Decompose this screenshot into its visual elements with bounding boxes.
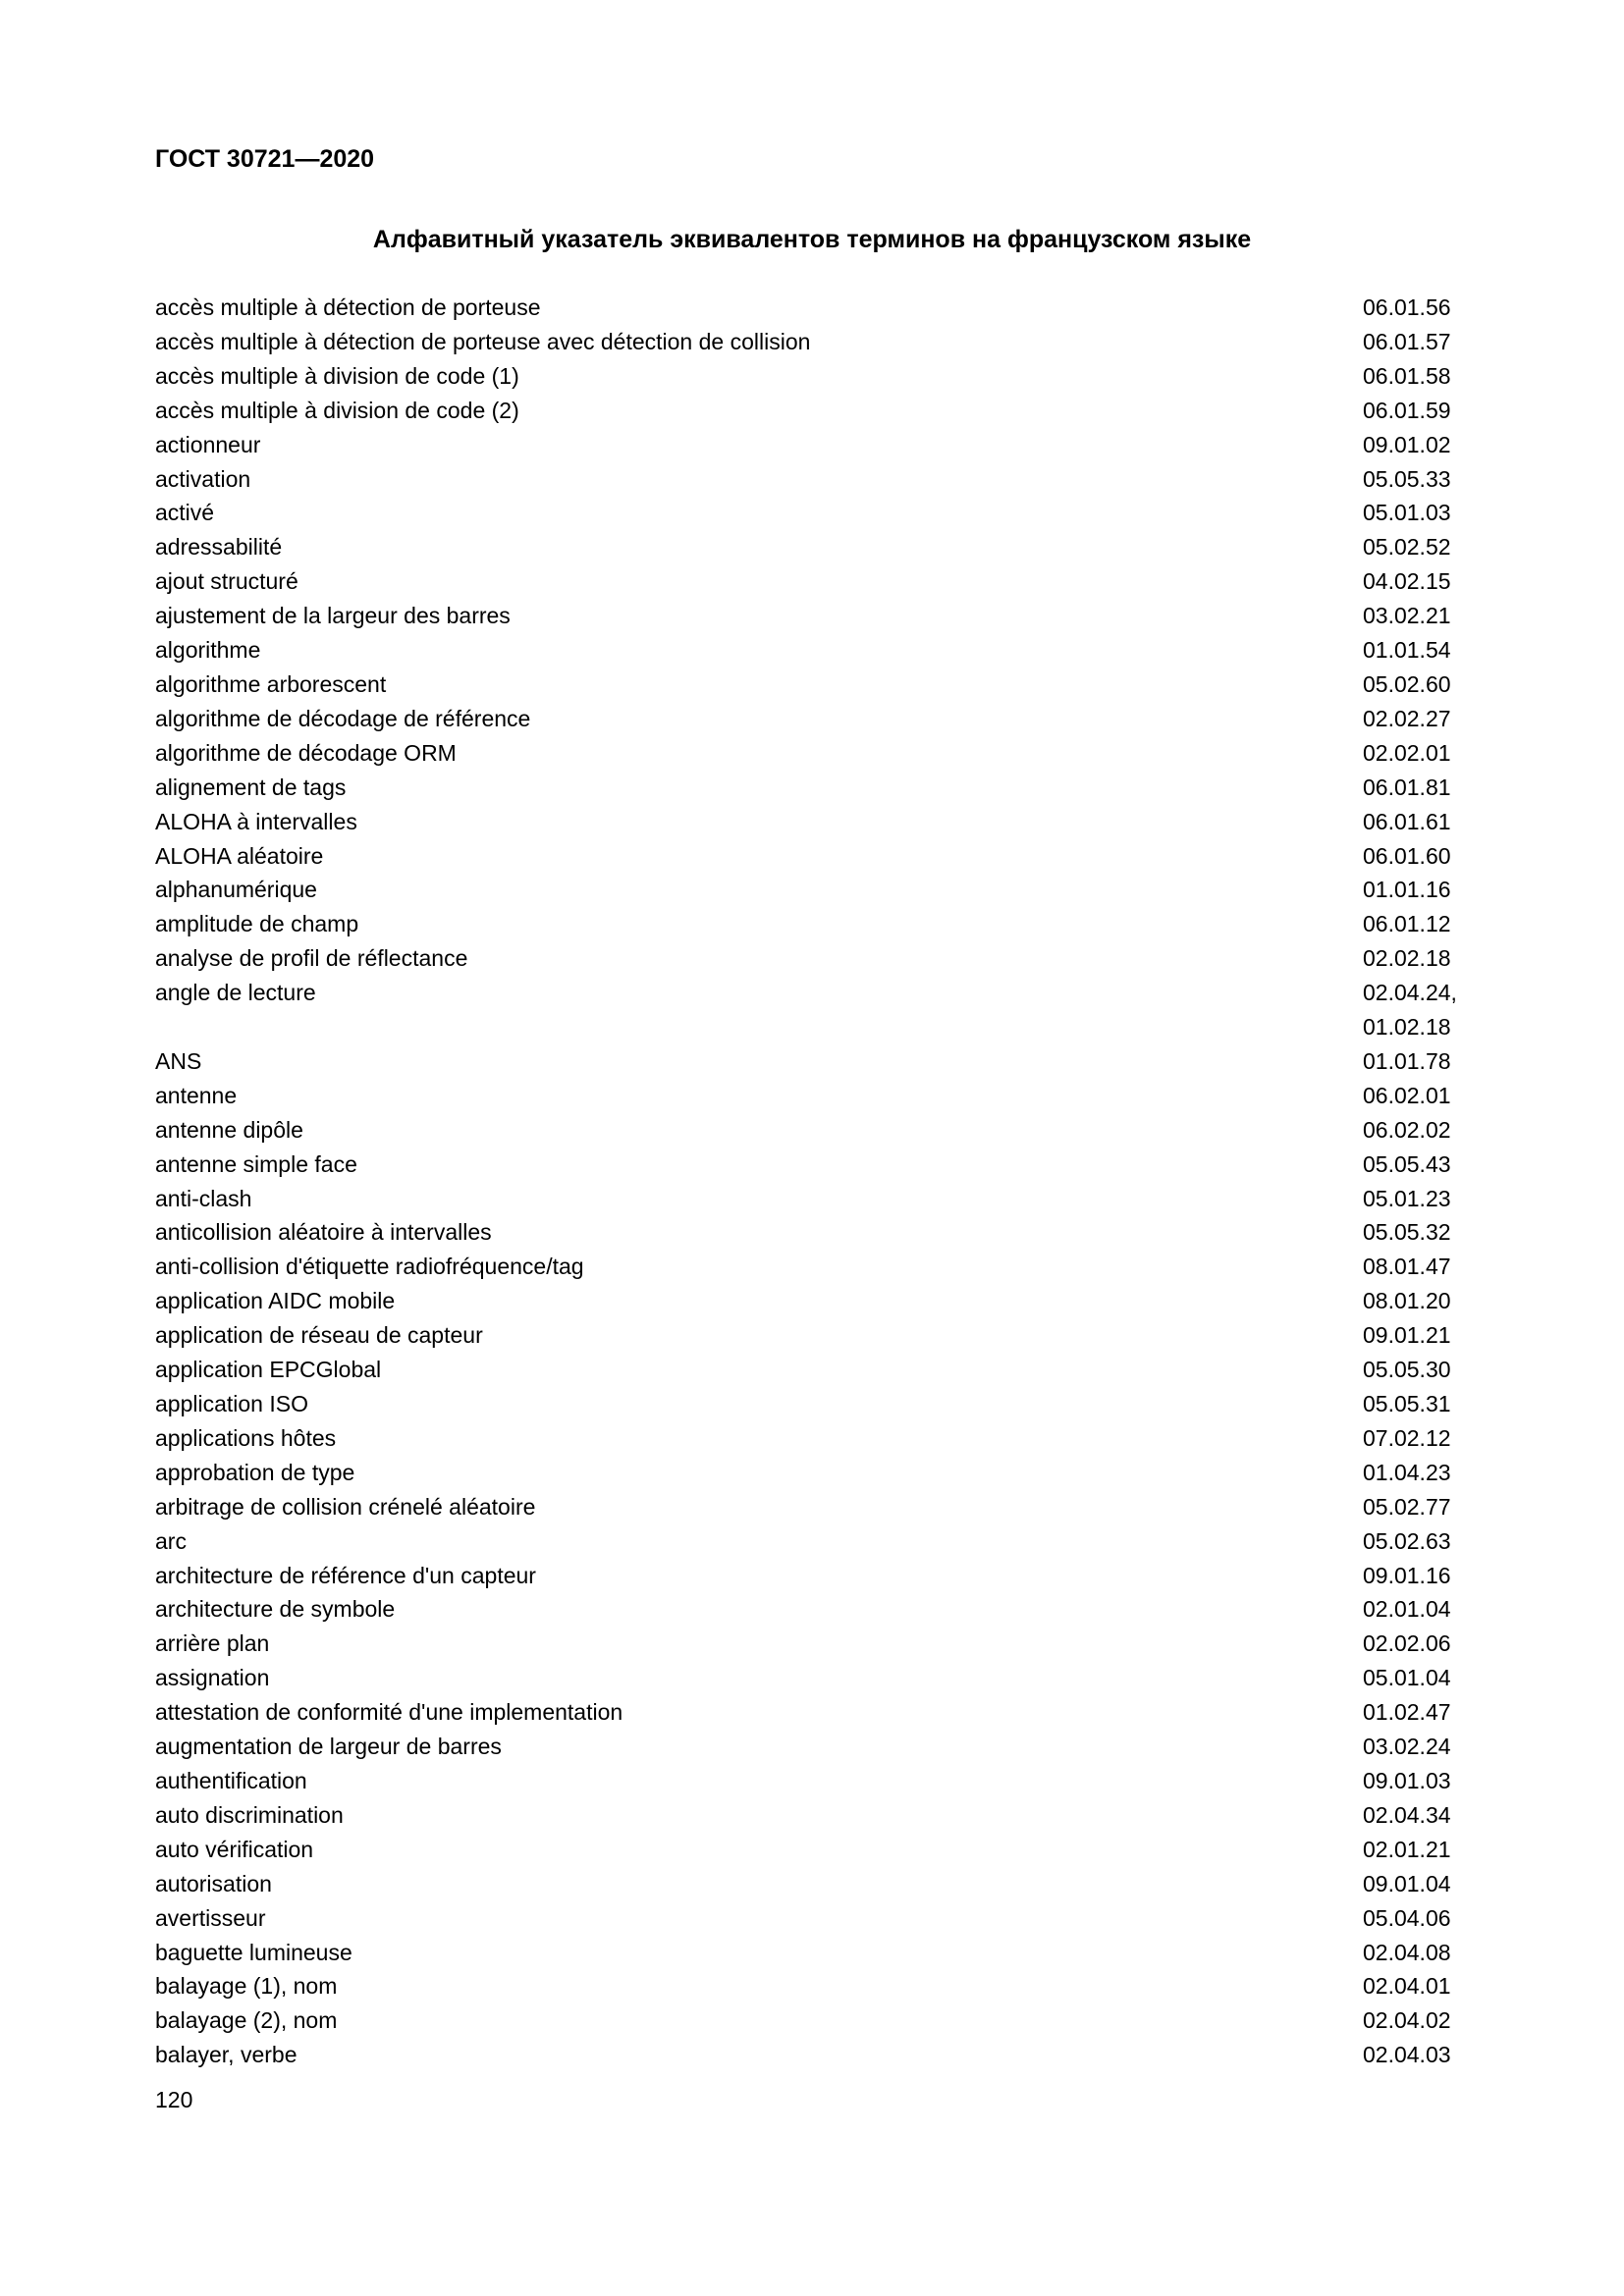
index-term: avertisseur	[155, 1904, 266, 1931]
index-entry	[155, 1182, 1471, 1216]
index-term: architecture de référence d'un capteur	[155, 1562, 536, 1588]
index-refs	[1363, 359, 1471, 394]
index-entry	[155, 1798, 1471, 1833]
index-ref-number: 09.01.03	[1363, 1767, 1451, 1793]
index-ref-number: 06.01.59	[1363, 397, 1451, 423]
index-term: balayage (1), nom	[155, 1973, 338, 2000]
index-entry	[155, 1867, 1471, 1901]
index-entry	[155, 530, 1471, 564]
index-entry	[155, 325, 1471, 359]
index-refs	[1363, 667, 1471, 702]
index-ref-number: 02.04.08	[1363, 1939, 1451, 1965]
index-ref-number: 02.04.03	[1363, 2042, 1451, 2068]
index-term: arbitrage de collision crénelé aléatoire	[155, 1493, 536, 1520]
index-entry	[155, 1936, 1471, 1970]
index-ref-number: 05.02.63	[1363, 1527, 1451, 1554]
index-entry	[155, 1456, 1471, 1490]
index-term: arc	[155, 1527, 187, 1554]
index-ref-number: 06.01.60	[1363, 842, 1451, 869]
index-refs	[1363, 1901, 1471, 1936]
index-entry	[155, 873, 1471, 907]
index-refs	[1363, 1113, 1471, 1148]
index-term: analyse de profil de réflectance	[155, 945, 468, 972]
index-entry	[155, 1901, 1471, 1936]
index-entry	[155, 736, 1471, 771]
index-ref-number: 02.02.18	[1363, 945, 1451, 972]
index-ref-number: 05.01.03	[1363, 500, 1451, 526]
index-entry	[155, 1148, 1471, 1182]
index-entry	[155, 394, 1471, 428]
index-entry	[155, 291, 1471, 325]
index-entry	[155, 633, 1471, 667]
index-refs	[1363, 530, 1471, 564]
index-term: applications hôtes	[155, 1424, 337, 1451]
index-term: angle de lecture	[155, 980, 316, 1006]
index-refs	[1363, 1490, 1471, 1524]
index-refs	[1363, 1559, 1471, 1593]
index-entry	[155, 839, 1471, 874]
index-entry	[155, 1524, 1471, 1559]
index-term: ALOHA aléatoire	[155, 842, 324, 869]
index-entry	[155, 1661, 1471, 1695]
index-entry	[155, 941, 1471, 976]
index-entry	[155, 1318, 1471, 1353]
index-refs	[1363, 1353, 1471, 1387]
index-refs	[1363, 462, 1471, 497]
index-term: antenne dipôle	[155, 1116, 303, 1143]
index-refs	[1363, 1250, 1471, 1284]
index-ref-number: 01.02.47	[1363, 1699, 1451, 1726]
index-term: antenne	[155, 1082, 238, 1108]
index-refs	[1363, 1936, 1471, 1970]
index-ref-number: 02.04.02	[1363, 2007, 1451, 2034]
index-ref-number: 01.04.23	[1363, 1459, 1451, 1485]
index-term: application EPCGlobal	[155, 1357, 382, 1383]
index-term: anti-clash	[155, 1185, 252, 1211]
index-ref-number: 02.04.01	[1363, 1973, 1451, 2000]
index-term: anti-collision d'étiquette radiofréquence/tag	[155, 1254, 584, 1280]
index-entry	[155, 1730, 1471, 1764]
index-term: accès multiple à division de code (2)	[155, 397, 519, 423]
index-ref-number: 02.04.34	[1363, 1801, 1451, 1828]
section-title: Алфавитный указатель эквивалентов терминов на французском языке	[372, 226, 1252, 253]
index-term: anticollision aléatoire à intervalles	[155, 1219, 492, 1246]
index-entry	[155, 1353, 1471, 1387]
index-refs	[1363, 428, 1471, 462]
index-term: activation	[155, 465, 251, 492]
index-entry	[155, 1079, 1471, 1113]
index-refs	[1363, 976, 1471, 1044]
index-ref-number: 05.01.04	[1363, 1665, 1451, 1691]
index-term: approbation de type	[155, 1459, 355, 1485]
index-ref-number: 06.01.57	[1363, 328, 1451, 354]
index-ref-number: 02.02.01	[1363, 739, 1451, 766]
index-entry	[155, 564, 1471, 599]
index-term: baguette lumineuse	[155, 1939, 352, 1965]
index-entry	[155, 1387, 1471, 1421]
index-entry	[155, 907, 1471, 941]
index-ref-number: 05.02.77	[1363, 1493, 1451, 1520]
index-ref-number: 07.02.12	[1363, 1424, 1451, 1451]
index-term: alignement de tags	[155, 774, 347, 800]
index-refs	[1363, 1969, 1471, 2003]
index-term: algorithme arborescent	[155, 670, 387, 697]
index-term: attestation de conformité d'une implementation	[155, 1699, 623, 1726]
index-ref-number: 08.01.20	[1363, 1288, 1451, 1314]
index-ref-number: 03.02.21	[1363, 603, 1451, 629]
index-entry	[155, 1044, 1471, 1079]
index-entry	[155, 1559, 1471, 1593]
index-term: application ISO	[155, 1391, 308, 1416]
index-ref-number: 05.05.43	[1363, 1150, 1451, 1177]
index-entry	[155, 1421, 1471, 1456]
index-entry	[155, 771, 1471, 805]
index-entry	[155, 1592, 1471, 1627]
index-ref-number: 02.04.24,	[1363, 980, 1457, 1006]
index-ref-number: 05.05.33	[1363, 465, 1451, 492]
index-entry	[155, 667, 1471, 702]
index-refs	[1363, 291, 1471, 325]
index-refs	[1363, 736, 1471, 771]
index-refs	[1363, 2038, 1471, 2072]
index-refs	[1363, 1215, 1471, 1250]
term-index-list	[155, 291, 1471, 2072]
index-ref-number: 09.01.16	[1363, 1562, 1451, 1588]
index-refs	[1363, 1833, 1471, 1867]
index-term: arrière plan	[155, 1630, 270, 1657]
index-refs	[1363, 1284, 1471, 1318]
index-ref-number: 09.01.04	[1363, 1870, 1451, 1896]
index-entry	[155, 1490, 1471, 1524]
index-entry	[155, 1627, 1471, 1661]
index-ref-number: 06.01.61	[1363, 808, 1451, 834]
index-term: ajustement de la largeur des barres	[155, 603, 511, 629]
index-term: algorithme de décodage ORM	[155, 739, 457, 766]
index-term: actionneur	[155, 431, 261, 457]
page-number: 120	[155, 2087, 193, 2112]
index-term: application de réseau de capteur	[155, 1322, 483, 1349]
index-entry	[155, 2003, 1471, 2038]
index-term: balayage (2), nom	[155, 2007, 338, 2034]
index-entry	[155, 359, 1471, 394]
index-refs	[1363, 496, 1471, 530]
index-refs	[1363, 1627, 1471, 1661]
index-entry	[155, 1969, 1471, 2003]
index-term: balayer, verbe	[155, 2042, 298, 2068]
index-ref-number: 01.01.16	[1363, 877, 1451, 903]
index-term: activé	[155, 500, 215, 526]
index-entry	[155, 1284, 1471, 1318]
index-term: ajout structuré	[155, 568, 298, 595]
index-entry	[155, 1215, 1471, 1250]
index-refs	[1363, 1387, 1471, 1421]
index-ref-number: 04.02.15	[1363, 568, 1451, 595]
index-entry	[155, 428, 1471, 462]
index-term: auto discrimination	[155, 1801, 344, 1828]
index-term: adressabilité	[155, 534, 283, 561]
index-term: accès multiple à détection de porteuse	[155, 294, 541, 320]
index-entry	[155, 1113, 1471, 1148]
index-ref-number: 09.01.02	[1363, 431, 1451, 457]
index-refs	[1363, 1421, 1471, 1456]
index-ref-number: 05.05.31	[1363, 1391, 1451, 1416]
index-ref-number: 05.04.06	[1363, 1904, 1451, 1931]
index-term: augmentation de largeur de barres	[155, 1734, 502, 1760]
index-ref-number: 03.02.24	[1363, 1734, 1451, 1760]
index-refs	[1363, 1764, 1471, 1798]
index-term: accès multiple à division de code (1)	[155, 362, 519, 389]
index-refs	[1363, 839, 1471, 874]
index-ref-number: 02.02.06	[1363, 1630, 1451, 1657]
index-term: assignation	[155, 1665, 270, 1691]
index-ref-number: 06.02.02	[1363, 1116, 1451, 1143]
index-refs	[1363, 1798, 1471, 1833]
index-ref-number: 05.01.23	[1363, 1185, 1451, 1211]
index-ref-number: 05.02.60	[1363, 670, 1451, 697]
index-term: application AIDC mobile	[155, 1288, 396, 1314]
index-ref-number: 01.02.18	[1363, 1014, 1451, 1041]
index-refs	[1363, 1318, 1471, 1353]
index-refs	[1363, 941, 1471, 976]
index-term: architecture de symbole	[155, 1596, 396, 1623]
document-code: ГОСТ 30721—2020	[155, 145, 375, 173]
index-ref-number: 06.01.81	[1363, 774, 1451, 800]
index-ref-number: 05.05.32	[1363, 1219, 1451, 1246]
index-refs	[1363, 1695, 1471, 1730]
index-term: ANS	[155, 1047, 202, 1074]
index-entry	[155, 1695, 1471, 1730]
index-entry	[155, 1833, 1471, 1867]
index-refs	[1363, 1524, 1471, 1559]
index-refs	[1363, 873, 1471, 907]
index-term: authentification	[155, 1767, 307, 1793]
index-term: accès multiple à détection de porteuse avec détection de collision	[155, 328, 811, 354]
index-refs	[1363, 325, 1471, 359]
index-term: antenne simple face	[155, 1150, 357, 1177]
index-refs	[1363, 1730, 1471, 1764]
index-entry	[155, 976, 1471, 1044]
index-ref-number: 01.01.78	[1363, 1047, 1451, 1074]
index-term: algorithme de décodage de référence	[155, 705, 531, 731]
index-refs	[1363, 771, 1471, 805]
index-ref-number: 05.02.52	[1363, 534, 1451, 561]
index-refs	[1363, 394, 1471, 428]
index-refs	[1363, 2003, 1471, 2038]
index-term: algorithme	[155, 637, 261, 664]
index-ref-number: 06.01.12	[1363, 911, 1451, 937]
index-refs	[1363, 1079, 1471, 1113]
index-entry	[155, 702, 1471, 736]
index-term: amplitude de champ	[155, 911, 359, 937]
index-refs	[1363, 564, 1471, 599]
index-refs	[1363, 1592, 1471, 1627]
index-ref-number: 06.02.01	[1363, 1082, 1451, 1108]
index-refs	[1363, 1182, 1471, 1216]
index-ref-number: 05.05.30	[1363, 1357, 1451, 1383]
index-ref-number: 08.01.47	[1363, 1254, 1451, 1280]
index-ref-number: 02.02.27	[1363, 705, 1451, 731]
index-entry	[155, 496, 1471, 530]
index-term: ALOHA à intervalles	[155, 808, 357, 834]
index-refs	[1363, 907, 1471, 941]
index-term: auto vérification	[155, 1836, 314, 1862]
index-refs	[1363, 599, 1471, 633]
index-ref-number: 02.01.04	[1363, 1596, 1451, 1623]
index-ref-number: 06.01.56	[1363, 294, 1451, 320]
index-ref-number: 01.01.54	[1363, 637, 1451, 664]
index-ref-number: 02.01.21	[1363, 1836, 1451, 1862]
index-term: alphanumérique	[155, 877, 317, 903]
index-entry	[155, 2038, 1471, 2072]
index-entry	[155, 805, 1471, 839]
index-refs	[1363, 1867, 1471, 1901]
index-refs	[1363, 1456, 1471, 1490]
index-entry	[155, 462, 1471, 497]
index-refs	[1363, 1044, 1471, 1079]
index-refs	[1363, 1148, 1471, 1182]
index-ref-number: 09.01.21	[1363, 1322, 1451, 1349]
index-refs	[1363, 702, 1471, 736]
index-refs	[1363, 1661, 1471, 1695]
index-entry	[155, 599, 1471, 633]
index-entry	[155, 1250, 1471, 1284]
index-term: autorisation	[155, 1870, 272, 1896]
index-ref-number: 06.01.58	[1363, 362, 1451, 389]
index-refs	[1363, 805, 1471, 839]
index-refs	[1363, 633, 1471, 667]
index-entry	[155, 1764, 1471, 1798]
